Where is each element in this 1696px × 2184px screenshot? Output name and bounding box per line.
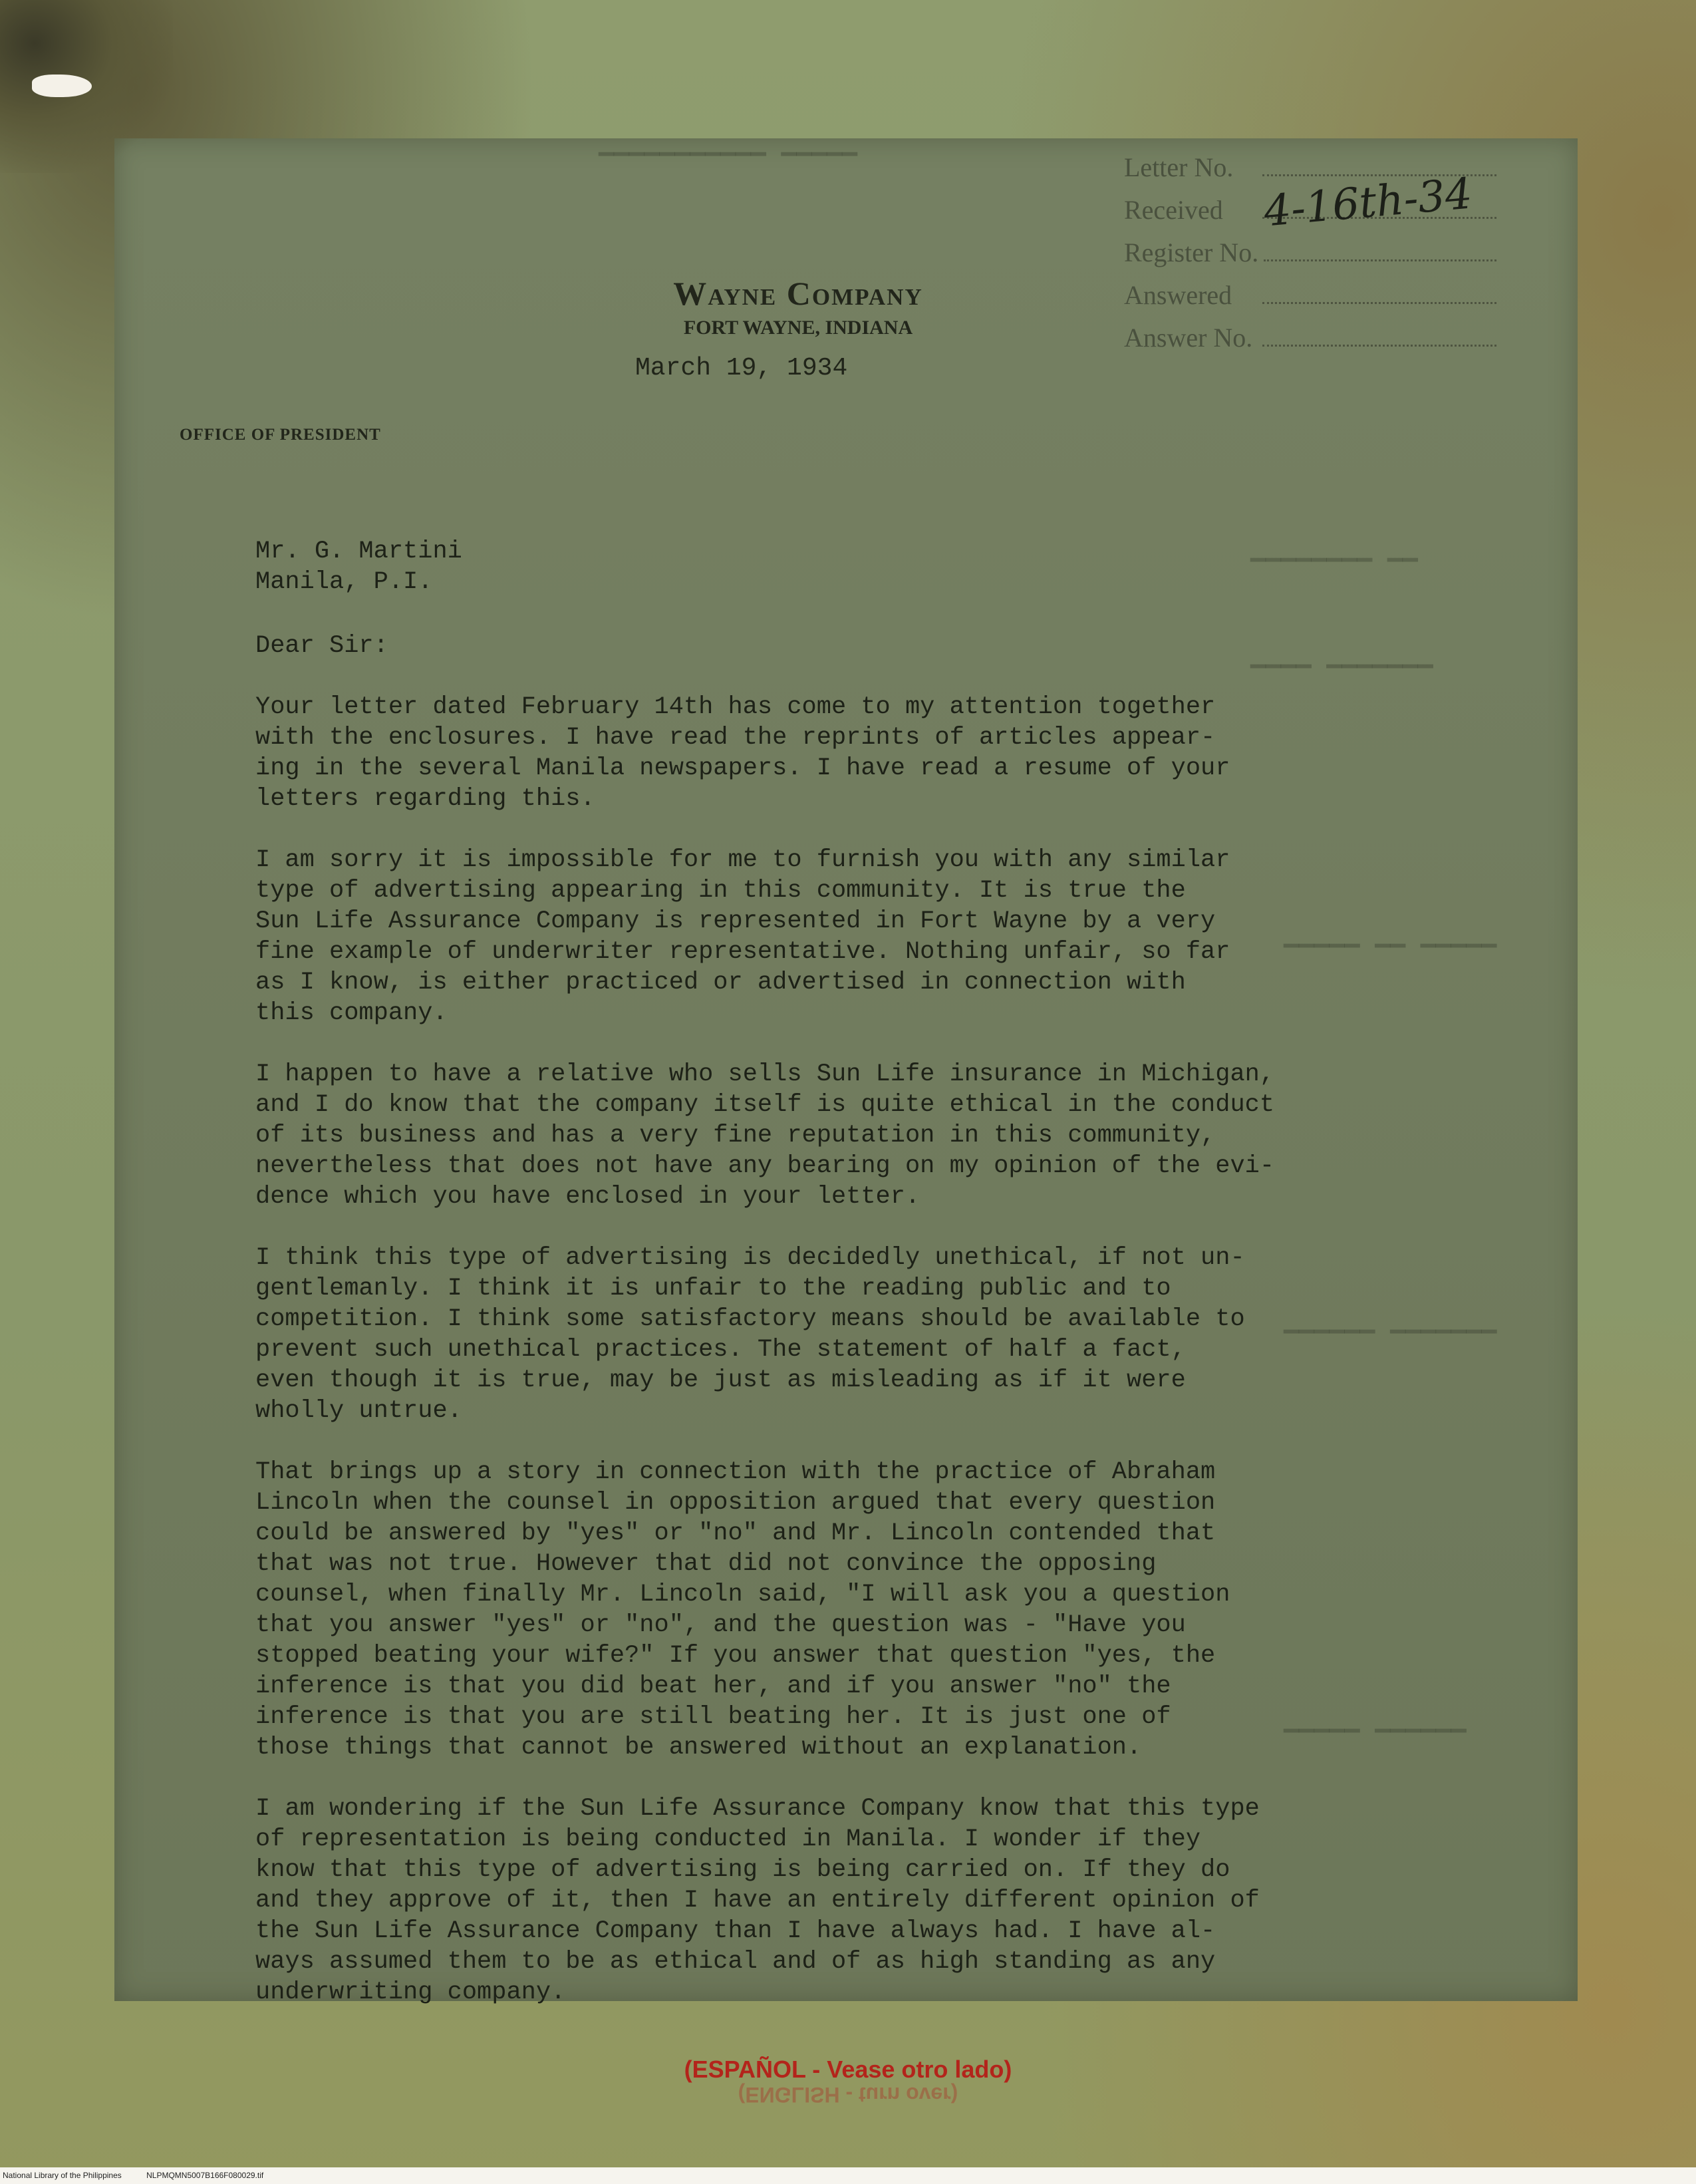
- paragraph-line: as I know, is either practiced or advertised in connection with: [255, 969, 1186, 997]
- stamp-answered-label: Answered: [1124, 280, 1232, 310]
- stamp-letter-no-label: Letter No.: [1124, 152, 1234, 182]
- library-name: National Library of the Philippines: [3, 2171, 122, 2180]
- paragraph-line: fine example of underwriter representative. Nothing unfair, so far: [255, 938, 1230, 966]
- paragraph-line: letters regarding this.: [255, 785, 595, 813]
- paragraph-line: nevertheless that does not have any bearing on my opinion of the evi-: [255, 1152, 1275, 1180]
- letter-date: March 19, 1934: [635, 354, 848, 383]
- office-label: OFFICE OF PRESIDENT: [180, 426, 381, 444]
- stamp-answer-no-row: [1124, 317, 1496, 359]
- paragraph-line: those things that cannot be answered without an explanation.: [255, 1734, 1142, 1762]
- scan-identifier-strip: [0, 2167, 1696, 2184]
- paragraph-line: prevent such unethical practices. The statement of half a fact,: [255, 1336, 1186, 1364]
- paragraph-line: ing in the several Manila newspapers. I have read a resume of your: [255, 754, 1230, 782]
- salutation: Dear Sir:: [255, 632, 388, 660]
- recipient-city: Manila, P.I.: [255, 568, 433, 596]
- paragraph-line: this company.: [255, 999, 448, 1027]
- paragraph-line: type of advertising appearing in this community. It is true the: [255, 877, 1186, 905]
- letter-paragraph: [255, 1794, 1386, 2008]
- paragraph-line: dence which you have enclosed in your letter.: [255, 1183, 920, 1211]
- paragraph-line: inference is that you did beat her, and if you answer "no" the: [255, 1672, 1171, 1700]
- stamp-answered-row: [1124, 274, 1496, 317]
- paragraph-line: the Sun Life Assurance Company than I have always had. I have al-: [255, 1917, 1216, 1945]
- paragraph-line: with the enclosures. I have read the reprints of articles appear-: [255, 724, 1216, 752]
- stamp-answer-no-label: Answer No.: [1124, 323, 1253, 353]
- paragraph-line: even though it is true, may be just as misleading as if it were: [255, 1366, 1186, 1394]
- paragraph-line: of representation is being conducted in Manila. I wonder if they: [255, 1825, 1201, 1853]
- paragraph-line: of its business and has a very fine reputation in this community,: [255, 1122, 1216, 1150]
- company-location: FORT WAYNE, INDIANA: [683, 317, 913, 339]
- stamp-dotted-line: [1262, 331, 1496, 347]
- paragraph-line: competition. I think some satisfactory means should be available to: [255, 1305, 1245, 1333]
- paragraph-line: I think this type of advertising is decidedly unethical, if not un-: [255, 1244, 1245, 1272]
- letter-paragraph: [255, 1243, 1386, 1426]
- scan-file-name: NLPMQMN5007B166F080029.tif: [146, 2171, 264, 2180]
- paragraph-line: stopped beating your wife?" If you answer that question "yes, the: [255, 1642, 1216, 1670]
- paragraph-line: That brings up a story in connection with the practice of Abraham: [255, 1458, 1216, 1486]
- paragraph-line: underwriting company.: [255, 1978, 566, 2006]
- paragraph-line: and they approve of it, then I have an entirely different opinion of: [255, 1887, 1260, 1915]
- bleed-through-line: ▁▁▁▁▁ ▁▁▁▁▁▁▁▁▁▁▁: [599, 129, 857, 158]
- letter-body: [255, 536, 1386, 2008]
- paragraph-line: ways assumed them to be as ethical and of as high standing as any: [255, 1948, 1216, 1976]
- paragraph-line: I am sorry it is impossible for me to furnish you with any similar: [255, 846, 1230, 874]
- paragraph-line: and I do know that the company itself is quite ethical in the conduct: [255, 1091, 1275, 1119]
- english-side-note-bleed: (ENGLISH - turn over): [738, 2083, 958, 2107]
- recipient-name: Mr. G. Martini: [255, 538, 462, 565]
- letter-paragraph: [255, 845, 1386, 1028]
- spanish-side-note: (ESPAÑOL - Vease otro lado): [684, 2056, 1012, 2083]
- bleed-through-line: ▁▁▁▁▁▁ ▁▁▁▁▁: [1284, 1706, 1467, 1734]
- paragraph-line: Sun Life Assurance Company is represented in Fort Wayne by a very: [255, 907, 1216, 935]
- paragraph-line: that was not true. However that did not convince the opposing: [255, 1550, 1157, 1578]
- paragraph-line: Lincoln when the counsel in opposition argued that every question: [255, 1489, 1216, 1517]
- letter-paragraph: [255, 1457, 1386, 1763]
- handwritten-received-date: 4-16th-34: [1262, 169, 1475, 237]
- paragraph-line: counsel, when finally Mr. Lincoln said, "I will ask you a question: [255, 1581, 1230, 1609]
- paragraph-line: could be answered by "yes" or "no" and Mr. Lincoln contended that: [255, 1519, 1216, 1547]
- paragraph-line: know that this type of advertising is being carried on. If they do: [255, 1856, 1230, 1884]
- stamp-received-label: Received: [1124, 195, 1223, 225]
- bleed-through-line: ▁▁▁▁▁▁▁ ▁▁▁▁: [1250, 641, 1433, 670]
- paragraph-line: gentlemanly. I think it is unfair to the reading public and to: [255, 1275, 1171, 1303]
- paragraph-line: I am wondering if the Sun Life Assurance Company know that this type: [255, 1795, 1260, 1823]
- company-name: Wayne Company: [673, 275, 923, 312]
- letter-paragraph: [255, 1059, 1386, 1212]
- paragraph-line: I happen to have a relative who sells Sun Life insurance in Michigan,: [255, 1060, 1275, 1088]
- paragraphs: [255, 692, 1386, 2008]
- paragraph-line: wholly untrue.: [255, 1397, 462, 1425]
- stamp-dotted-line: [1264, 246, 1496, 261]
- letterhead: [466, 274, 1131, 339]
- stamp-register-no-label: Register No.: [1124, 237, 1259, 267]
- paragraph-line: that you answer "yes" or "no", and the question was - "Have you: [255, 1611, 1186, 1639]
- bleed-through-line: ▁▁▁▁▁▁▁ ▁▁▁▁▁▁: [1284, 1307, 1497, 1335]
- paragraph-line: Your letter dated February 14th has come to my attention together: [255, 693, 1216, 721]
- stamp-dotted-line: [1262, 289, 1496, 304]
- bleed-through-line: ▁▁▁▁▁ ▁▁ ▁▁▁▁▁: [1284, 921, 1497, 949]
- letter-paragraph: [255, 692, 1386, 814]
- stamp-register-no-row: [1124, 232, 1496, 274]
- paper-hole: [32, 75, 92, 97]
- paragraph-line: inference is that you are still beating her. It is just one of: [255, 1703, 1171, 1731]
- bleed-through-line: ▁▁ ▁▁▁▁▁▁▁▁: [1250, 535, 1418, 563]
